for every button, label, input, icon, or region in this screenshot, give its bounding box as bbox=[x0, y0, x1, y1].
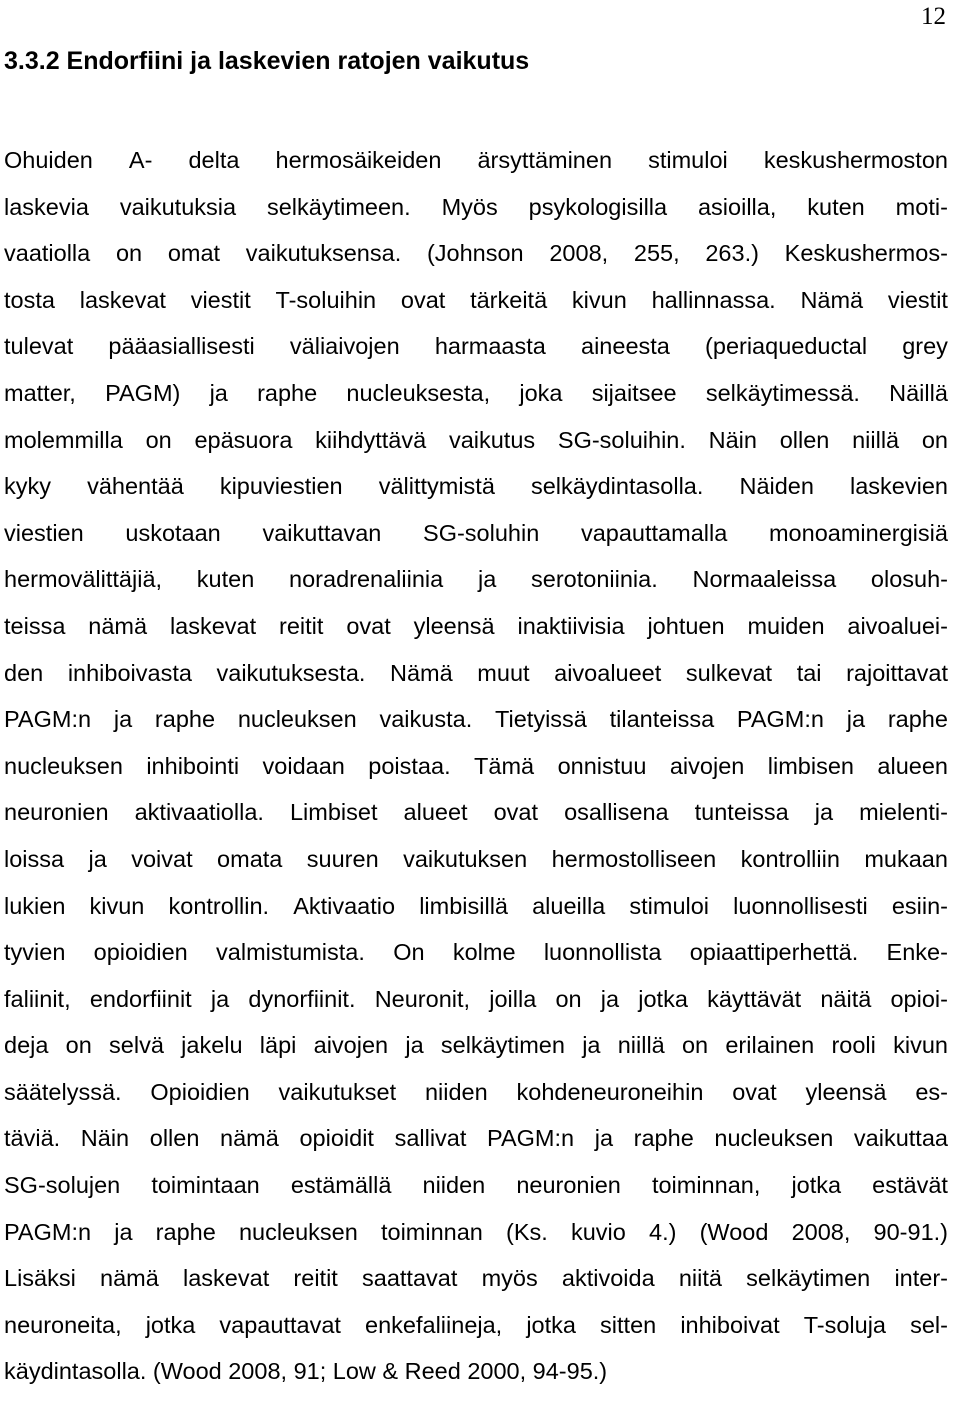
word: inhiboivasta bbox=[67, 659, 192, 686]
word: niitä bbox=[678, 1265, 722, 1292]
word: limbisillä bbox=[419, 892, 508, 919]
word: ollen bbox=[149, 1125, 200, 1152]
word: inhiboivat bbox=[680, 1311, 780, 1338]
word: selkäytimessä. bbox=[705, 379, 860, 406]
word: Nämä bbox=[390, 659, 453, 686]
word: neuronien bbox=[516, 1172, 621, 1199]
word: loissa bbox=[4, 845, 65, 872]
word: molemmilla bbox=[4, 426, 123, 453]
word: omat bbox=[167, 240, 221, 267]
paragraph-line: käydintasolla. (Wood 2008, 91; Low & Reed 2000, 94-95.) bbox=[4, 1358, 608, 1385]
word: Tietyissä bbox=[495, 706, 587, 733]
word: on bbox=[681, 1032, 709, 1059]
word: monoaminergisiä bbox=[768, 519, 948, 546]
paragraph-line bbox=[4, 370, 948, 417]
word: neuroneita, bbox=[4, 1311, 122, 1338]
paragraph-line bbox=[4, 1022, 948, 1069]
word: säätelyssä. bbox=[4, 1078, 122, 1105]
word: alueet bbox=[403, 799, 468, 826]
word: sitten bbox=[600, 1311, 657, 1338]
word: sel- bbox=[910, 1311, 948, 1338]
word: viestit bbox=[887, 286, 948, 313]
word: nämä bbox=[220, 1125, 279, 1152]
word: kuvio bbox=[570, 1218, 626, 1245]
word: aivoaluei- bbox=[847, 612, 948, 639]
word: Lisäksi bbox=[4, 1265, 76, 1292]
word: es- bbox=[915, 1078, 948, 1105]
word: uskotaan bbox=[125, 519, 221, 546]
word: kontrolliin bbox=[740, 845, 840, 872]
word: tärkeitä bbox=[470, 286, 548, 313]
word: muiden bbox=[747, 612, 825, 639]
word: laskevien bbox=[850, 473, 948, 500]
word: SG-solujen bbox=[4, 1172, 121, 1199]
word: vaatiolla bbox=[4, 240, 91, 267]
word: reitit bbox=[279, 612, 324, 639]
word: voidaan bbox=[262, 752, 345, 779]
word: ja bbox=[114, 1218, 133, 1245]
word: niiden bbox=[424, 1078, 488, 1105]
word: on bbox=[921, 426, 948, 453]
word: osallisena bbox=[564, 799, 669, 826]
word: ja bbox=[210, 985, 230, 1012]
word: raphe bbox=[633, 1125, 694, 1152]
word: tilanteissa bbox=[609, 706, 715, 733]
word: epäsuora bbox=[194, 426, 293, 453]
word: toimintaan bbox=[151, 1172, 260, 1199]
word: tai bbox=[796, 659, 822, 686]
word: välittymistä bbox=[378, 473, 495, 500]
word: selvä bbox=[109, 1032, 164, 1059]
word: käyttävät bbox=[707, 985, 802, 1012]
word: 4.) bbox=[649, 1218, 677, 1245]
paragraph-line bbox=[4, 510, 948, 557]
word: limbisen bbox=[767, 752, 854, 779]
paragraph-line bbox=[4, 1115, 948, 1162]
word: keskushermoston bbox=[763, 147, 948, 173]
word: muut bbox=[477, 659, 530, 686]
word: täviä. bbox=[4, 1125, 61, 1152]
word: (Ks. bbox=[506, 1218, 548, 1245]
word: kuten bbox=[807, 193, 865, 220]
word: toiminnan, bbox=[651, 1172, 761, 1199]
word: jotka bbox=[526, 1311, 576, 1338]
paragraph-line bbox=[4, 1255, 948, 1302]
page-number: 12 bbox=[921, 3, 946, 30]
word: endorfiinit bbox=[89, 985, 192, 1012]
word: estämällä bbox=[290, 1172, 392, 1199]
word: nucleuksen bbox=[714, 1125, 834, 1152]
word: sulkevat bbox=[685, 659, 773, 686]
paragraph-line bbox=[4, 1069, 948, 1116]
word: Ohuiden bbox=[4, 147, 93, 173]
word: 90-91.) bbox=[873, 1218, 948, 1245]
word: laskevia bbox=[4, 193, 89, 220]
paragraph-line bbox=[4, 1302, 948, 1349]
word: psykologisilla bbox=[528, 193, 668, 220]
body-paragraph bbox=[4, 137, 948, 1395]
word: voivat bbox=[131, 845, 193, 872]
word: alueilla bbox=[532, 892, 606, 919]
word: jakelu bbox=[181, 1032, 243, 1059]
word: estävät bbox=[872, 1172, 948, 1199]
word: Normaaleissa bbox=[692, 566, 837, 593]
word: mukaan bbox=[864, 845, 948, 872]
word: stimuloi bbox=[629, 892, 710, 919]
word: yleensä bbox=[413, 612, 495, 639]
paragraph-line bbox=[4, 1162, 948, 1209]
word: PAGM:n bbox=[4, 1218, 92, 1245]
paragraph-line bbox=[4, 929, 948, 976]
word: faliinit, bbox=[4, 985, 71, 1012]
word: PAGM) bbox=[105, 379, 181, 406]
word: aktivaatiolla. bbox=[134, 799, 264, 826]
word: On bbox=[393, 939, 425, 966]
word: selkäytimen bbox=[440, 1032, 565, 1059]
word: vaikutus bbox=[448, 426, 536, 453]
word: Myös bbox=[441, 193, 498, 220]
word: Näillä bbox=[889, 379, 948, 406]
word: selkäytimen bbox=[746, 1265, 871, 1292]
word: niillä bbox=[852, 426, 900, 453]
word: deja bbox=[4, 1032, 49, 1059]
word: nucleuksen bbox=[237, 706, 357, 733]
word: ja bbox=[477, 566, 497, 593]
word: A- bbox=[128, 147, 153, 173]
word: läpi bbox=[259, 1032, 297, 1059]
word: jotka bbox=[145, 1311, 196, 1338]
word: luonnollisesti bbox=[733, 892, 868, 919]
word: mielenti- bbox=[859, 799, 948, 826]
word: opioi- bbox=[890, 985, 948, 1012]
word: olosuh- bbox=[870, 566, 948, 593]
paragraph-line bbox=[4, 883, 948, 930]
word: serotoniinia. bbox=[531, 566, 658, 593]
word: vapauttamalla bbox=[580, 519, 728, 546]
paragraph-line bbox=[4, 137, 948, 184]
word: ja bbox=[113, 706, 133, 733]
word: Keskushermos- bbox=[784, 240, 948, 267]
word: viestit bbox=[190, 286, 251, 313]
paragraph-line bbox=[4, 417, 948, 464]
word: kivun bbox=[893, 1032, 948, 1059]
word: Aktivaatio bbox=[293, 892, 396, 919]
word: Neuronit, bbox=[374, 985, 471, 1012]
word: johtuen bbox=[647, 612, 725, 639]
word: yleensä bbox=[805, 1078, 887, 1105]
word: vaikutukset bbox=[278, 1078, 397, 1105]
word: nämä bbox=[100, 1265, 159, 1292]
word: kuten bbox=[196, 566, 255, 593]
word: sallivat bbox=[394, 1125, 467, 1152]
paragraph-line bbox=[4, 463, 948, 510]
word: ja bbox=[405, 1032, 424, 1059]
word: ja bbox=[600, 985, 620, 1012]
paragraph-line bbox=[4, 277, 948, 324]
paragraph-line bbox=[4, 230, 948, 277]
word: rajoittavat bbox=[846, 659, 948, 686]
word: ärsyttäminen bbox=[477, 147, 613, 173]
word: PAGM:n bbox=[487, 1125, 575, 1152]
word: nämä bbox=[88, 612, 148, 639]
word: vaikutuksensa. bbox=[245, 240, 402, 267]
word: vaikuttavan bbox=[262, 519, 382, 546]
word: Enke- bbox=[886, 939, 948, 966]
word: T-soluja bbox=[803, 1311, 886, 1338]
word: lukien bbox=[4, 892, 66, 919]
word: vapauttavat bbox=[219, 1311, 341, 1338]
word: kohdeneuroneihin bbox=[516, 1078, 704, 1105]
word: aivojen bbox=[313, 1032, 389, 1059]
word: kivun bbox=[571, 286, 627, 313]
paragraph-line bbox=[4, 696, 948, 743]
word: Näin bbox=[80, 1125, 130, 1152]
word: toiminnan bbox=[380, 1218, 483, 1245]
word: tyvien bbox=[4, 939, 66, 966]
word: 2008, bbox=[549, 240, 609, 267]
word: aivoalueet bbox=[554, 659, 662, 686]
word: kyky bbox=[4, 473, 51, 500]
word: poistaa. bbox=[368, 752, 451, 779]
paragraph-line bbox=[4, 184, 948, 231]
word: ovat bbox=[493, 799, 539, 826]
word: SG-soluihin. bbox=[557, 426, 686, 453]
word: laskevat bbox=[79, 286, 166, 313]
word: aivojen bbox=[669, 752, 745, 779]
word: reitit bbox=[293, 1265, 338, 1292]
word: saattavat bbox=[362, 1265, 458, 1292]
word: asioilla, bbox=[697, 193, 777, 220]
word: näitä bbox=[820, 985, 872, 1012]
paragraph-line bbox=[4, 789, 948, 836]
word: jotka bbox=[791, 1172, 842, 1199]
word: suuren bbox=[306, 845, 379, 872]
word: inaktiivisia bbox=[517, 612, 625, 639]
word: enkefaliineja, bbox=[365, 1311, 503, 1338]
word: ovat bbox=[346, 612, 391, 639]
word: inhibointi bbox=[146, 752, 240, 779]
word: niiden bbox=[422, 1172, 486, 1199]
word: onnistuu bbox=[557, 752, 647, 779]
word: sijaitsee bbox=[591, 379, 677, 406]
word: Näin bbox=[708, 426, 757, 453]
word: on bbox=[115, 240, 143, 267]
word: laskevat bbox=[183, 1265, 270, 1292]
word: joka bbox=[519, 379, 563, 406]
paragraph-line bbox=[4, 1209, 948, 1256]
word: kontrollin. bbox=[168, 892, 270, 919]
word: on bbox=[555, 985, 582, 1012]
word: 2008, bbox=[791, 1218, 851, 1245]
word: Nämä bbox=[800, 286, 864, 313]
word: luonnollista bbox=[543, 939, 662, 966]
word: ja bbox=[814, 799, 834, 826]
word: vaikutuksesta. bbox=[216, 659, 366, 686]
word: vaikusta. bbox=[379, 706, 473, 733]
word: SG-soluhin bbox=[423, 519, 540, 546]
word: opioidit bbox=[299, 1125, 374, 1152]
paragraph-line bbox=[4, 976, 948, 1023]
word: erilainen bbox=[725, 1032, 815, 1059]
word: tunteissa bbox=[694, 799, 789, 826]
word: nucleuksen bbox=[4, 752, 123, 779]
word: ja bbox=[88, 845, 107, 872]
word: (Johnson bbox=[426, 240, 524, 267]
word: inter- bbox=[894, 1265, 948, 1292]
word: Opioidien bbox=[150, 1078, 250, 1105]
word: harmaasta bbox=[434, 333, 546, 360]
word: teissa bbox=[4, 612, 66, 639]
word: nucleuksesta, bbox=[346, 379, 491, 406]
word: delta bbox=[188, 147, 240, 173]
word: ja bbox=[846, 706, 866, 733]
word: (Wood bbox=[699, 1218, 769, 1245]
word: 255, bbox=[633, 240, 680, 267]
word: on bbox=[145, 426, 172, 453]
word: kivun bbox=[89, 892, 145, 919]
word: ja bbox=[209, 379, 228, 406]
word: raphe bbox=[887, 706, 948, 733]
word: hermosäikeiden bbox=[275, 147, 442, 173]
word: esiin- bbox=[891, 892, 948, 919]
word: niillä bbox=[617, 1032, 665, 1059]
word: vaikuttaa bbox=[853, 1125, 948, 1152]
word: stimuloi bbox=[648, 147, 728, 173]
word: raphe bbox=[155, 1218, 216, 1245]
word: selkäydintasolla. bbox=[530, 473, 704, 500]
word: myös bbox=[481, 1265, 538, 1292]
word: vähentää bbox=[87, 473, 184, 500]
word: joilla bbox=[489, 985, 537, 1012]
word: jotka bbox=[638, 985, 688, 1012]
word: Tämä bbox=[474, 752, 535, 779]
word: kiihdyttävä bbox=[315, 426, 427, 453]
paragraph-line bbox=[4, 556, 948, 603]
word: ollen bbox=[779, 426, 830, 453]
word: viestien bbox=[4, 519, 84, 546]
word: kipuviestien bbox=[219, 473, 343, 500]
word: opiaattiperhettä. bbox=[689, 939, 859, 966]
paragraph-line bbox=[4, 836, 948, 883]
word: ovat bbox=[732, 1078, 777, 1105]
word: nucleuksen bbox=[238, 1218, 358, 1245]
word: selkäytimeen. bbox=[266, 193, 411, 220]
word: Limbiset bbox=[289, 799, 378, 826]
word: 263.) bbox=[705, 240, 759, 267]
word: ovat bbox=[400, 286, 446, 313]
paragraph-line bbox=[4, 603, 948, 650]
word: PAGM:n bbox=[736, 706, 824, 733]
word: alueen bbox=[877, 752, 948, 779]
word: PAGM:n bbox=[4, 706, 92, 733]
paragraph-line bbox=[4, 650, 948, 697]
word: ja bbox=[582, 1032, 601, 1059]
word: opioidien bbox=[93, 939, 188, 966]
word: aineesta bbox=[581, 333, 670, 360]
section-heading: 3.3.2 Endorfiini ja laskevien ratojen vaikutus bbox=[4, 47, 530, 75]
word: tulevat bbox=[4, 333, 74, 360]
word: T-soluihin bbox=[275, 286, 377, 313]
word: kolme bbox=[452, 939, 516, 966]
word: den bbox=[4, 659, 44, 686]
paragraph-line bbox=[4, 743, 948, 790]
word: moti- bbox=[895, 193, 948, 220]
paragraph-line bbox=[4, 323, 948, 370]
word: noradrenaliinia bbox=[289, 566, 444, 593]
word: matter, bbox=[4, 379, 76, 406]
word: pääasiallisesti bbox=[108, 333, 255, 360]
word: rooli bbox=[831, 1032, 876, 1059]
word: on bbox=[65, 1032, 92, 1059]
word: tosta bbox=[4, 286, 55, 313]
word: dynorfiinit. bbox=[248, 985, 356, 1012]
word: hallinnassa. bbox=[651, 286, 776, 313]
word: grey bbox=[902, 333, 948, 360]
word: (periaqueductal bbox=[705, 333, 868, 360]
word: valmistumista. bbox=[216, 939, 365, 966]
word: Näiden bbox=[739, 473, 814, 500]
word: hermovälittäjiä, bbox=[4, 566, 163, 593]
word: väliaivojen bbox=[289, 333, 400, 360]
word: vaikutuksen bbox=[403, 845, 528, 872]
word: laskevat bbox=[169, 612, 257, 639]
word: raphe bbox=[257, 379, 318, 406]
word: aktivoida bbox=[561, 1265, 655, 1292]
word: raphe bbox=[154, 706, 216, 733]
word: neuronien bbox=[4, 799, 109, 826]
word: hermostolliseen bbox=[551, 845, 717, 872]
word: omata bbox=[217, 845, 283, 872]
word: vaikutuksia bbox=[119, 193, 237, 220]
word: ja bbox=[594, 1125, 614, 1152]
